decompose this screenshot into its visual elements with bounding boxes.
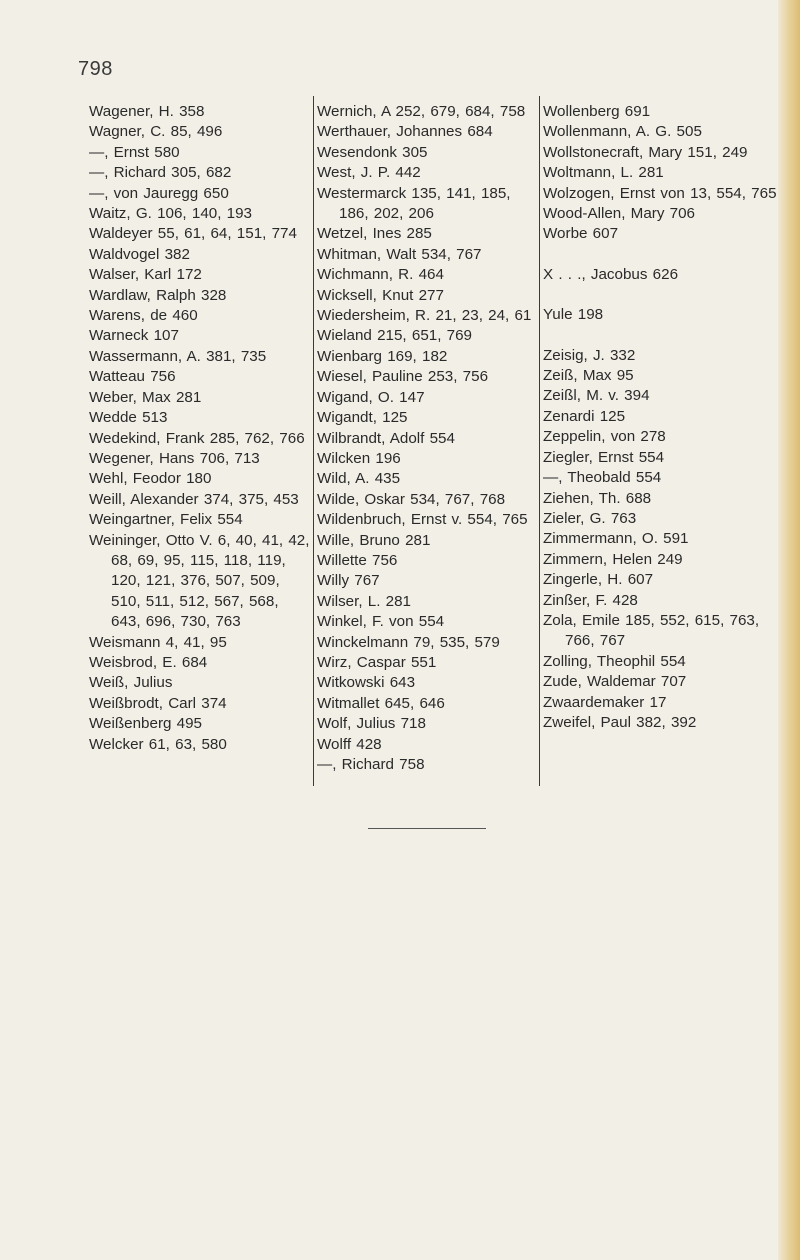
index-entry: Yule 198 [543, 306, 604, 324]
index-entry: Wirz, Caspar 551 [317, 653, 437, 671]
index-entry: Zeißl, M. v. 394 [543, 387, 650, 405]
index-entry: Wolf, Julius 718 [317, 715, 426, 733]
index-entry: Weismann 4, 41, 95 [89, 633, 227, 651]
index-entry: Zimmermann, O. 591 [543, 530, 689, 548]
index-entry: Winkel, F. von 554 [317, 613, 445, 631]
index-entry: Wehl, Feodor 180 [89, 470, 212, 488]
index-entry: Wetzel, Ines 285 [317, 225, 432, 243]
index-entry: Wollstonecraft, Mary 151, 249 [543, 143, 748, 161]
index-entry: Wardlaw, Ralph 328 [89, 286, 227, 304]
index-entry: Weisbrod, E. 684 [89, 653, 208, 671]
index-entry: Zenardi 125 [543, 407, 626, 425]
page-number: 798 [78, 58, 113, 80]
column-divider-2 [539, 96, 540, 786]
index-entry: Wildenbruch, Ernst v. 554, 765 [317, 511, 528, 529]
index-entry: Zweifel, Paul 382, 392 [543, 713, 697, 731]
index-entry: Westermarck 135, 141, 185, 186, 202, 206 [317, 184, 511, 223]
index-entry: Wicksell, Knut 277 [317, 286, 444, 304]
index-entry: Winckelmann 79, 535, 579 [317, 633, 500, 651]
index-entry: Wolff 428 [317, 735, 382, 753]
index-entry: Werthauer, Johannes 684 [317, 123, 493, 141]
index-entry: —, Richard 758 [317, 756, 425, 773]
index-entry: Zwaardemaker 17 [543, 693, 667, 711]
index-entry: Warneck 107 [89, 327, 179, 345]
index-entry: Willy 767 [317, 572, 380, 590]
index-entry: Weber, Max 281 [89, 388, 202, 406]
index-entry: Wilcken 196 [317, 449, 401, 467]
index-entry: Waldeyer 55, 61, 64, 151, 774 [89, 225, 297, 243]
index-entry: Wagener, H. 358 [89, 103, 205, 120]
index-entry: Whitman, Walt 534, 767 [317, 245, 482, 263]
index-entry: West, J. P. 442 [317, 164, 421, 182]
index-entry: Wagner, C. 85, 496 [89, 123, 223, 141]
index-entry: Walser, Karl 172 [89, 266, 202, 284]
index-entry: Witkowski 643 [317, 674, 416, 692]
index-entry: —, Richard 305, 682 [89, 164, 232, 182]
index-entry: Wassermann, A. 381, 735 [89, 347, 267, 365]
index-entry: Ziegler, Ernst 554 [543, 448, 665, 466]
index-entry: Wieland 215, 651, 769 [317, 327, 472, 345]
index-entry: Wigandt, 125 [317, 409, 408, 427]
index-entry: —, Ernst 580 [89, 143, 180, 161]
index-entry: Wiedersheim, R. 21, 23, 24, 61 [317, 307, 532, 325]
index-entry: Weininger, Otto V. 6, 40, 41, 42, 68, 69, 95, 115, 118, 119, 120, 121, 376, 507, 509, 510, 511, 512, 567, 568, 643, 696, 730, 763 [89, 531, 310, 631]
index-entry: Wolzogen, Ernst von 13, 554, 765 [543, 184, 777, 202]
index-entry: Wienbarg 169, 182 [317, 347, 448, 365]
index-entry: Zimmern, Helen 249 [543, 550, 683, 568]
index-entry: —, Theobald 554 [543, 469, 662, 487]
end-rule [368, 828, 486, 829]
index-entry: X . . ., Jacobus 626 [543, 265, 679, 283]
index-entry: Wood-Allen, Mary 706 [543, 205, 695, 223]
index-entry: Wichmann, R. 464 [317, 266, 444, 284]
index-entry: Wilbrandt, Adolf 554 [317, 429, 455, 447]
index-entry: Willette 756 [317, 551, 398, 569]
index-entry: Weingartner, Felix 554 [89, 511, 243, 529]
index-entry: Zieler, G. 763 [543, 509, 637, 527]
index-entry: Wernich, A 252, 679, 684, 758 [317, 103, 526, 120]
index-entry: Watteau 756 [89, 368, 176, 386]
index-column-2 [317, 102, 537, 775]
index-entry: Zude, Waldemar 707 [543, 673, 687, 691]
index-entry: Worbe 607 [543, 225, 619, 243]
index-entry: Zeisig, J. 332 [543, 346, 636, 364]
index-entry: Zeiß, Max 95 [543, 367, 634, 385]
index-entry: Wilde, Oskar 534, 767, 768 [317, 490, 506, 508]
index-entry: Waitz, G. 106, 140, 193 [89, 205, 252, 223]
index-entry: Wigand, O. 147 [317, 388, 425, 406]
index-entry: Zinßer, F. 428 [543, 591, 638, 609]
index-entry: Wegener, Hans 706, 713 [89, 449, 260, 467]
index-entry: Zeppelin, von 278 [543, 428, 666, 446]
index-entry: Zolling, Theophil 554 [543, 652, 686, 670]
index-entry: Weiß, Julius [89, 674, 173, 692]
index-column-3 [543, 102, 783, 733]
index-entry: —, von Jauregg 650 [89, 184, 229, 202]
index-entry: Weißenberg 495 [89, 715, 203, 733]
index-entry: Weill, Alexander 374, 375, 453 [89, 490, 299, 508]
index-entry: Wedde 513 [89, 409, 168, 427]
index-entry: Wollenmann, A. G. 505 [543, 123, 702, 141]
index-entry: Zola, Emile 185, 552, 615, 763, 766, 767 [543, 611, 760, 650]
index-entry: Warens, de 460 [89, 307, 198, 325]
index-entry: Welcker 61, 63, 580 [89, 735, 227, 753]
index-column-1 [89, 102, 311, 755]
index-entry: Weißbrodt, Carl 374 [89, 694, 227, 712]
index-entry: Ziehen, Th. 688 [543, 489, 652, 507]
index-entry: Wedekind, Frank 285, 762, 766 [89, 429, 305, 447]
index-entry: Wollenberg 691 [543, 103, 651, 120]
index-entry: Waldvogel 382 [89, 245, 190, 263]
index-entry: Zingerle, H. 607 [543, 571, 654, 589]
index-entry: Wille, Bruno 281 [317, 531, 431, 549]
column-divider-1 [313, 96, 314, 786]
index-entry: Woltmann, L. 281 [543, 164, 664, 182]
index-entry: Wiesel, Pauline 253, 756 [317, 368, 489, 386]
index-entry: Wesendonk 305 [317, 143, 428, 161]
index-entry: Witmallet 645, 646 [317, 694, 445, 712]
index-entry: Wild, A. 435 [317, 470, 401, 488]
index-entry: Wilser, L. 281 [317, 592, 412, 610]
